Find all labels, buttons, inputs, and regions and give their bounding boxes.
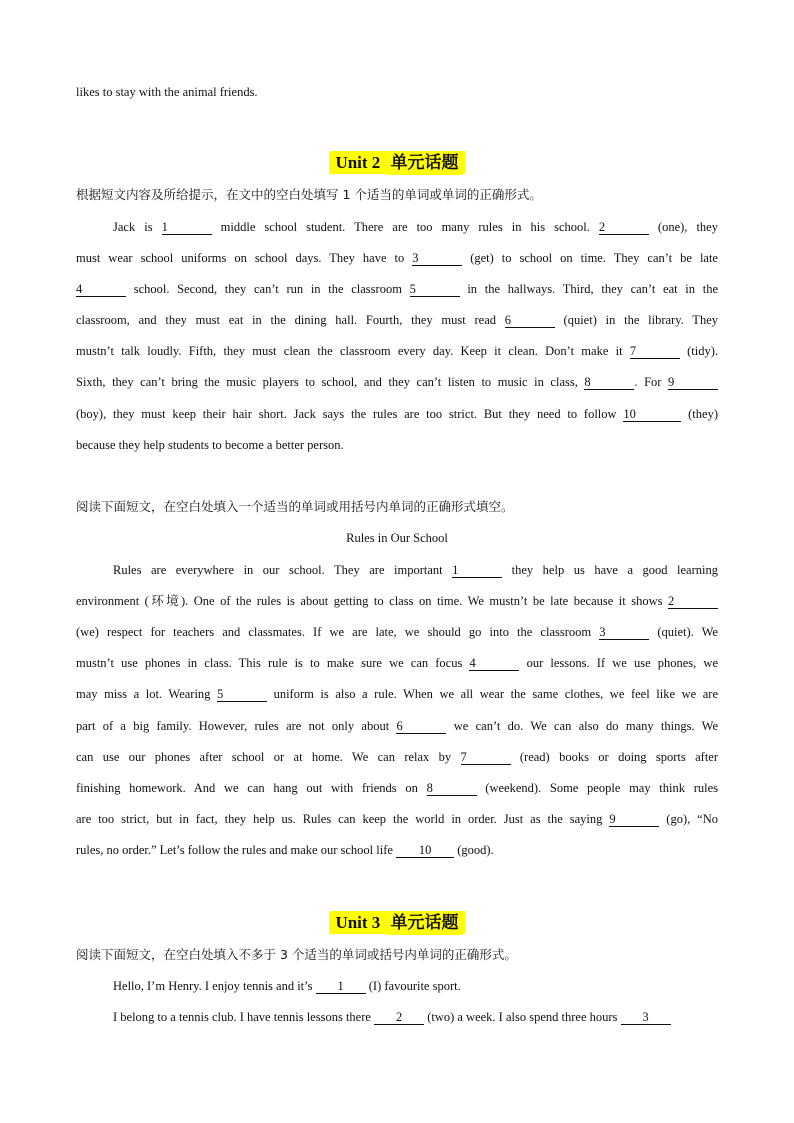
passage-line	[76, 406, 718, 422]
answer-blank[interactable]: 1	[452, 563, 502, 578]
passage-line	[76, 281, 718, 297]
passage-text: Rules are everywhere in our school. They are important	[113, 563, 453, 577]
passage-text: mustn’t talk loudly. Fifth, they must clean the classroom every day. Keep it clean. Don’t make it	[76, 344, 630, 358]
passage-text: Sixth, they can’t bring the music players to school, and they can’t listen to music in class,	[76, 375, 585, 389]
passage-line	[76, 842, 718, 858]
passage-text: Jack is	[113, 220, 162, 234]
passage-text: (I) favourite sport.	[365, 979, 461, 993]
passage-line	[76, 593, 718, 609]
passage-text: (read) books or doing sports after	[510, 750, 719, 764]
answer-blank[interactable]: 8	[584, 375, 634, 390]
passage-text: rules, no order.” Let’s follow the rules and make our school life	[76, 843, 397, 857]
passage-text: I belong to a tennis club. I have tennis lessons there	[113, 1010, 375, 1024]
passage-line	[76, 250, 718, 266]
passage-text: (good).	[454, 843, 494, 857]
passage-text: (we) respect for teachers and classmates. If we are late, we should go into the classroom	[76, 625, 600, 639]
passage-text: (two) a week. I also spend three hours	[424, 1010, 621, 1024]
passage-text: environment (环境). One of the rules is about getting to class on time. We mustn’t be late because it shows	[76, 594, 668, 608]
passage-text: mustn’t use phones in class. This rule is to make sure we can focus	[76, 656, 470, 670]
answer-blank[interactable]: 7	[461, 750, 511, 765]
passage-line	[76, 312, 718, 328]
passage-text: (boy), they must keep their hair short. Jack says the rules are too strict. But they need to follow	[76, 407, 624, 421]
passage-line	[113, 1009, 718, 1025]
passage-text: classroom, and they must eat in the dining hall. Fourth, they must read	[76, 313, 505, 327]
passage-line	[76, 718, 718, 734]
answer-blank[interactable]: 2	[374, 1010, 424, 1025]
top-line: likes to stay with the animal friends.	[76, 85, 258, 99]
answer-blank[interactable]: 1	[316, 979, 366, 994]
answer-blank[interactable]: 6	[505, 313, 555, 328]
passage-text: part of a big family. However, rules are not only about	[76, 719, 397, 733]
answer-blank[interactable]: 9	[609, 812, 659, 827]
answer-blank[interactable]: 10	[623, 407, 681, 422]
unit2-title-en: Unit 2	[332, 151, 383, 174]
answer-blank[interactable]: 10	[396, 843, 454, 858]
answer-blank[interactable]: 3	[412, 251, 462, 266]
passage-line	[76, 811, 718, 827]
unit3-title-en: Unit 3	[332, 911, 383, 934]
passage-line	[76, 343, 718, 359]
section2-title: Rules in Our School	[346, 531, 448, 545]
passage-line	[76, 437, 718, 453]
answer-blank[interactable]: 7	[630, 344, 680, 359]
passage-text: Hello, I’m Henry. I enjoy tennis and it’s	[113, 979, 316, 993]
unit2-title	[0, 148, 794, 173]
passage-line	[76, 780, 718, 796]
passage-text: because they help students to become a better person.	[76, 438, 344, 452]
passage-text: they help us have a good learning	[502, 563, 718, 577]
answer-blank[interactable]: 1	[162, 220, 212, 235]
passage-text: (weekend). Some people may think rules	[476, 781, 718, 795]
passage-line	[76, 686, 718, 702]
unit2-title-cn: 单元话题	[388, 151, 462, 175]
passage-text: (they)	[681, 407, 718, 421]
passage-line	[113, 562, 718, 578]
passage-text: uniform is also a rule. When we all wear the same clothes, we feel like we are	[267, 687, 718, 701]
section2-instruction: 阅读下面短文，在空白处填入一个适当的单词或用括号内单词的正确形式填空。	[76, 499, 514, 514]
answer-blank[interactable]: 4	[469, 656, 519, 671]
passage-text: middle school student. There are too many rules in his school.	[211, 220, 599, 234]
passage-line	[76, 749, 718, 765]
passage-text: in the hallways. Third, they can’t eat in the	[459, 282, 719, 296]
passage-text: are too strict, but in fact, they help us. Rules can keep the world in order. Just as the saying	[76, 812, 610, 826]
unit3-instruction: 阅读下面短文，在空白处填入不多于 3 个适当的单词或括号内单词的正确形式。	[76, 947, 517, 962]
answer-blank[interactable]: 4	[76, 282, 126, 297]
passage-text: (quiet). We	[649, 625, 718, 639]
unit2-instruction: 根据短文内容及所给提示，在文中的空白处填写 1 个适当的单词或单词的正确形式。	[76, 187, 542, 202]
passage-text: finishing homework. And we can hang out with friends on	[76, 781, 427, 795]
passage-line	[76, 374, 718, 390]
answer-blank[interactable]: 5	[217, 687, 267, 702]
answer-blank[interactable]: 3	[621, 1010, 671, 1025]
passage-text: can use our phones after school or at home. We can relax by	[76, 750, 461, 764]
answer-blank[interactable]: 2	[668, 594, 718, 609]
passage-text: (get) to school on time. They can’t be late	[462, 251, 718, 265]
passage-text: we can’t do. We can also do many things. We	[446, 719, 718, 733]
answer-blank[interactable]: 5	[410, 282, 460, 297]
answer-blank[interactable]: 9	[668, 375, 718, 390]
passage-line	[76, 624, 718, 640]
passage-text: school. Second, they can’t run in the classroom	[126, 282, 410, 296]
passage-text: (tidy).	[679, 344, 718, 358]
answer-blank[interactable]: 6	[396, 719, 446, 734]
answer-blank[interactable]: 2	[599, 220, 649, 235]
passage-text: (go), “No	[659, 812, 719, 826]
answer-blank[interactable]: 8	[427, 781, 477, 796]
passage-text: may miss a lot. Wearing	[76, 687, 217, 701]
unit3-title-cn: 单元话题	[388, 911, 462, 935]
unit3-title	[0, 908, 794, 933]
passage-text: our lessons. If we use phones, we	[519, 656, 718, 670]
passage-text: must wear school uniforms on school days. They have to	[76, 251, 413, 265]
passage-text: (quiet) in the library. They	[554, 313, 718, 327]
passage-line	[113, 219, 718, 235]
passage-text: . For	[634, 375, 668, 389]
passage-line	[113, 978, 718, 994]
passage-text: (one), they	[648, 220, 718, 234]
passage-line	[76, 655, 718, 671]
answer-blank[interactable]: 3	[599, 625, 649, 640]
